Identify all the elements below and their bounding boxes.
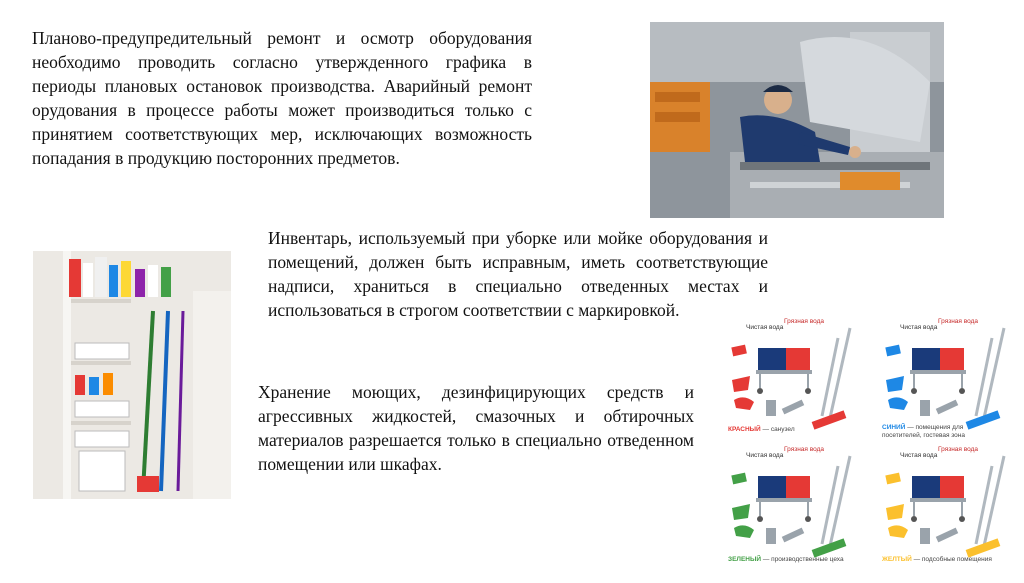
dirty-water-label: Грязная вода [784,446,824,453]
storage-paragraph: Хранение моющих, дезинфицирующих средств и агрессивных жидкостей, смазочных и обтирочных материалов разрешается только в специально отведенном помещении или шкафах. [258,382,694,474]
inventory-paragraph: Инвентарь, используемый при уборке или мойке оборудования и помещений, должен быть исправным, иметь соответствующие надписи, храниться в специально отведенных местах и использоваться в строгом соответствии с маркировкой. [268,228,768,320]
kit-purpose: помещения для посетителей, гостевая зона [882,424,966,439]
kit-purpose: производственные цеха [771,556,844,563]
kit-purpose: подсобные помещения [921,556,992,563]
clean-water-label: Чистая вода [746,452,784,459]
dirty-water-label: Грязная вода [784,318,824,325]
factory-worker-photo [650,22,944,218]
maintenance-paragraph: Планово-предупредительный ремонт и осмотр оборудования необходимо проводить согласно утвержденного графика в периоды плановых остановок производства. Аварийный ремонт орудования в процессе работы может производиться только с принятием соответствующих мер, исключающих возможность попадания в продукцию посторонних предметов. [32,28,532,168]
cleaning-kit-blue [880,318,1024,453]
kit-color-name: ЖЕЛТЫЙ [882,556,912,563]
kit-caption: СИНИЙ — помещения для посетителей, гостевая зона [882,424,966,439]
kit-purpose: санузел [770,426,795,433]
kit-color-name: СИНИЙ [882,424,906,431]
kit-caption: ЖЕЛТЫЙ — подсобные помещения [882,556,992,563]
cleaning-kit-yellow [880,446,1024,581]
dirty-water-label: Грязная вода [938,318,978,325]
clean-water-label: Чистая вода [746,324,784,331]
cleaning-closet-photo [33,251,231,499]
kit-color-name: КРАСНЫЙ [728,426,761,433]
cleaning-kit-green [726,446,876,581]
kit-color-name: ЗЕЛЕНЫЙ [728,556,762,563]
dirty-water-label: Грязная вода [938,446,978,453]
kit-caption: ЗЕЛЕНЫЙ — производственные цеха [728,556,844,563]
cleaning-kit-red [726,318,876,453]
clean-water-label: Чистая вода [900,324,938,331]
clean-water-label: Чистая вода [900,452,938,459]
kit-caption: КРАСНЫЙ — санузел [728,426,795,433]
